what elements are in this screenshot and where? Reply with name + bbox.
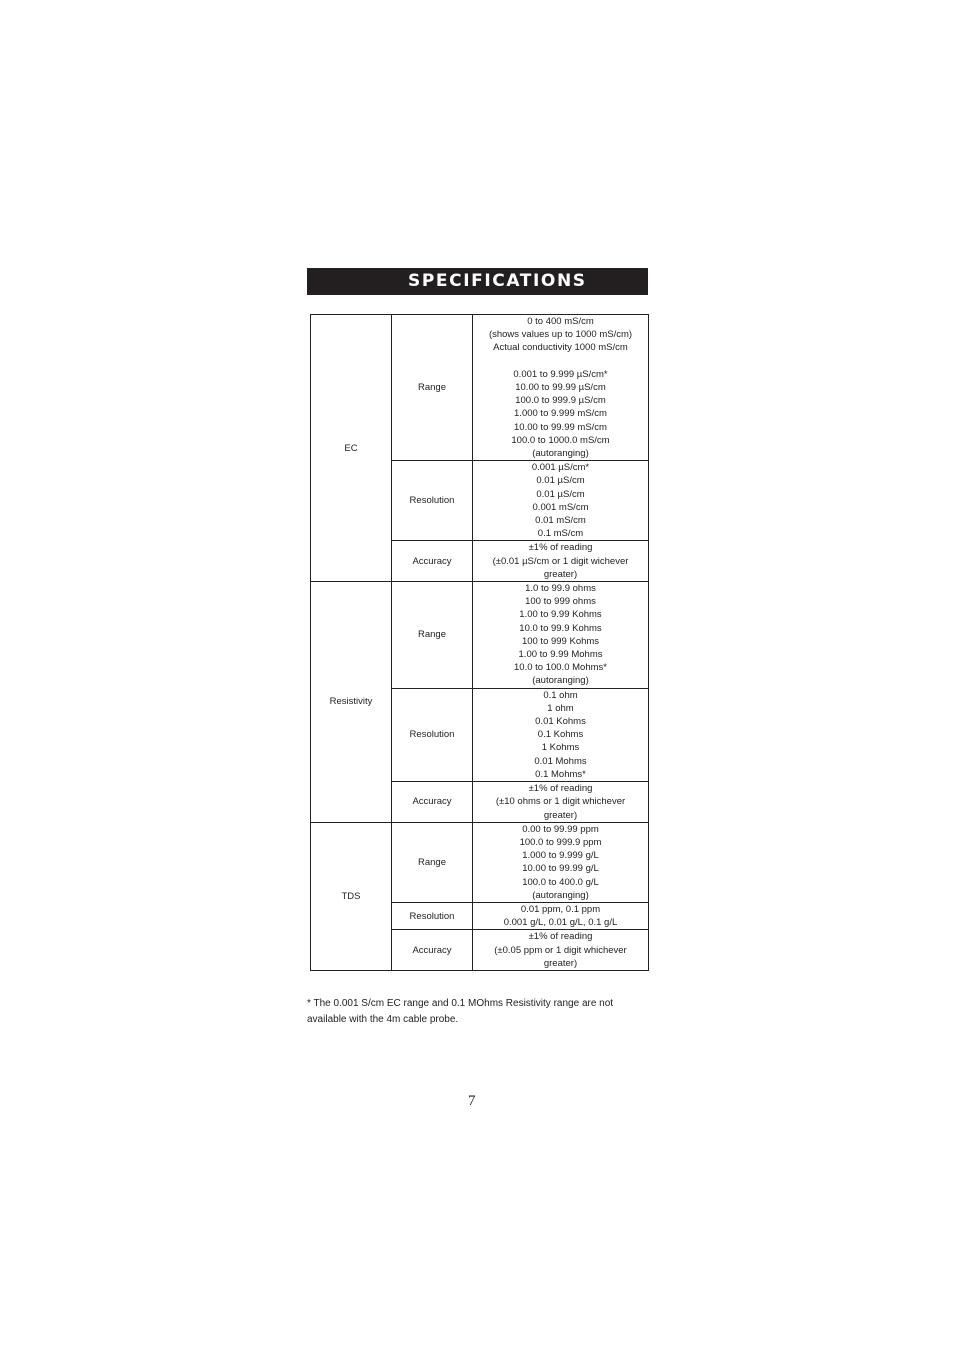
value-line: greater) [543,809,578,821]
value-line: 100.0 to 400.0 g/L [522,876,599,888]
value-line: ±1% of reading [528,542,593,554]
value-line: 10.00 to 99.99 mS/cm [514,421,607,433]
value-line: 0.00 to 99.99 ppm [522,823,599,835]
value-line: 0.1 Mohms* [535,768,586,780]
row-label: Resolution [392,688,473,781]
table-row [311,822,649,902]
section-name: TDS [311,822,392,970]
value-line: (±10 ohms or 1 digit whichever [495,796,626,808]
value-line: 100 to 999 ohms [525,596,596,608]
row-values [473,782,649,823]
value-line: 0.001 mS/cm [532,501,589,513]
value-line: 10.0 to 99.9 Kohms [519,622,602,634]
value-line: 0.001 to 9.999 µS/cm* [513,368,608,380]
value-line: (autoranging) [532,448,589,460]
row-label: Range [392,315,473,461]
value-line: 1.000 to 9.999 mS/cm [514,408,607,420]
value-line: ±1% of reading [528,783,593,795]
row-label: Accuracy [392,782,473,823]
value-line: 10.0 to 100.0 Mohms* [514,662,607,674]
value-line: 0.01 mS/cm [535,515,586,527]
value-line: 1.000 to 9.999 g/L [522,850,599,862]
section-name: Resistivity [311,582,392,823]
row-label: Accuracy [392,930,473,971]
row-values [473,688,649,781]
row-values [473,582,649,689]
value-line: 0.01 Kohms [535,716,586,728]
value-line: greater) [543,568,578,580]
row-label: Accuracy [392,541,473,582]
value-line: ±1% of reading [528,931,593,943]
page-title: SPECIFICATIONS [307,268,648,295]
value-line: 100.0 to 1000.0 mS/cm [511,434,610,446]
value-line: (autoranging) [532,889,589,901]
row-label: Resolution [392,461,473,541]
value-line: 0.1 ohm [543,689,578,701]
value-line: 0.1 Kohms [537,729,584,741]
value-line: 0.001 µS/cm* [531,462,590,474]
value-line: 1.00 to 9.99 Kohms [519,609,602,621]
specifications-table-body [311,315,649,971]
row-values [473,541,649,582]
value-line: (±0.05 ppm or 1 digit whichever [494,944,627,956]
value-line: greater) [543,957,578,969]
section-name: EC [311,315,392,582]
table-row [311,315,649,461]
value-line: 10.00 to 99.99 g/L [522,863,599,875]
value-line: 100 to 999 Kohms [521,635,600,647]
row-values [473,930,649,971]
value-line: 1.0 to 99.9 ohms [525,583,596,595]
table-row [311,582,649,689]
value-line: 10.00 to 99.99 µS/cm [515,382,606,393]
value-line: 1.00 to 9.99 Mohms [518,649,603,661]
value-line: 100.0 to 999.9 µS/cm [515,395,606,407]
value-line: 0.01 Mohms [534,755,587,767]
row-values [473,902,649,929]
row-label: Resolution [392,902,473,929]
value-line: 0 to 400 mS/cm [527,316,594,327]
row-label: Range [392,822,473,902]
value-line: 0.001 g/L, 0.01 g/L, 0.1 g/L [503,917,618,929]
value-line: 0.01 µS/cm [536,475,585,487]
value-line: 1 ohm [547,702,574,714]
page-number: 7 [468,1093,476,1109]
row-label: Range [392,582,473,689]
value-line: (±0.01 µS/cm or 1 digit wichever [492,555,629,567]
value-line: 1 Kohms [541,742,580,754]
footnote: * The 0.001 S/cm EC range and 0.1 MOhms Resistivity range are not available with the 4m cable probe. [307,998,614,1025]
value-line: Actual conductivity 1000 mS/cm [493,342,628,354]
row-values [473,822,649,902]
value-line: (autoranging) [532,675,589,687]
value-line: 0.1 mS/cm [537,528,584,540]
row-values [473,315,649,461]
value-line: 0.01 µS/cm [536,488,585,500]
value-line: 0.01 ppm, 0.1 ppm [520,903,601,915]
value-line [473,355,648,368]
row-values [473,461,649,541]
value-line: 100.0 to 999.9 ppm [519,836,602,848]
value-line: (shows values up to 1000 mS/cm) [488,329,633,341]
specifications-table [310,314,649,971]
